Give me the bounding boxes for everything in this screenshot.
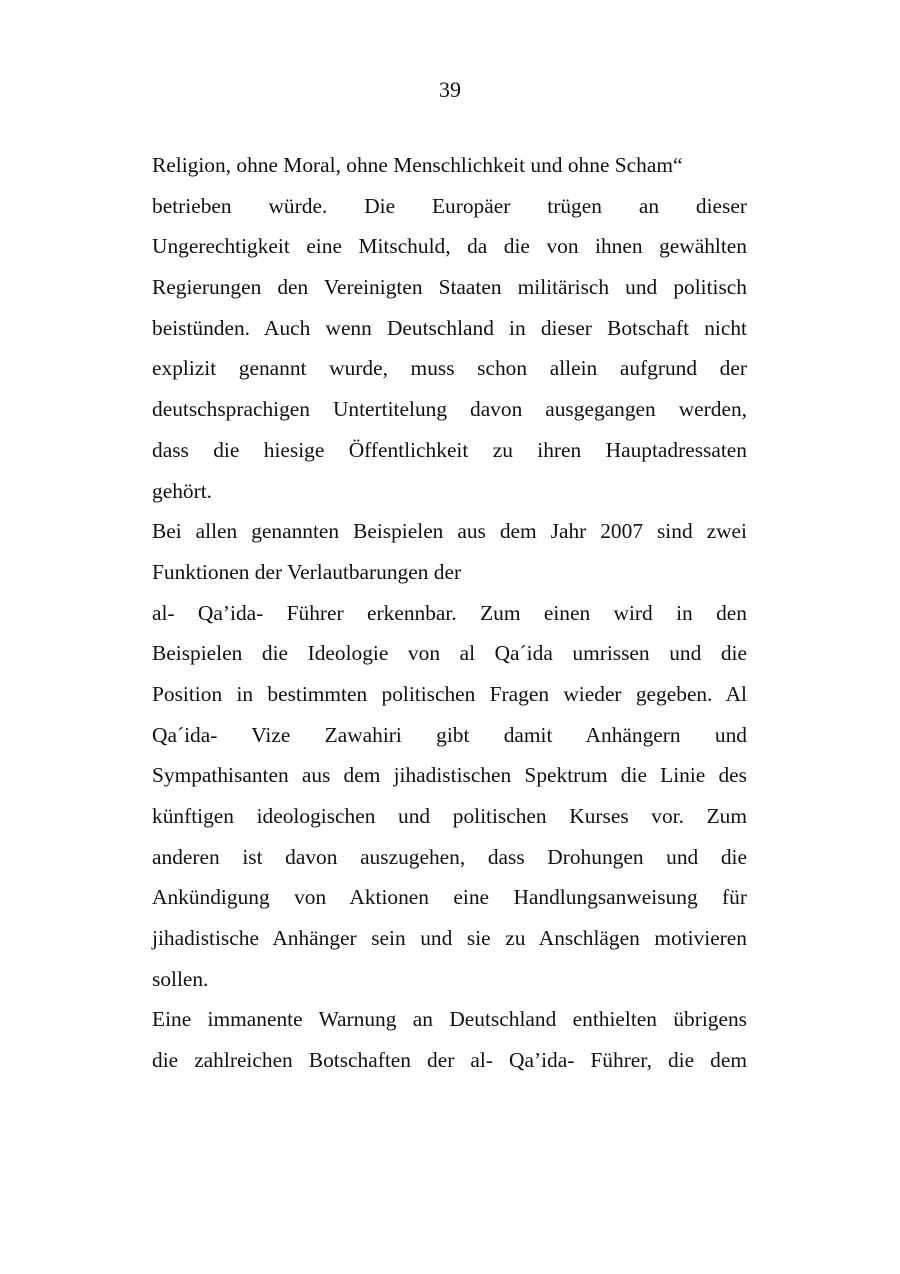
text-line: Bei allen genannten Beispielen aus dem Jahr 2007 sind zwei [152, 519, 747, 544]
text-line: anderen ist davon auszugehen, dass Drohungen und die [152, 844, 747, 869]
text-line: al- Qa’ida- Führer erkennbar. Zum einen wird in den [152, 600, 747, 625]
text-line: Position in bestimmten politischen Fragen wieder gegeben. Al [152, 681, 747, 706]
text-line: Ungerechtigkeit eine Mitschuld, da die von ihnen gewählten [152, 234, 747, 259]
text-line: Beispielen die Ideologie von al Qa´ida umrissen und die [152, 641, 747, 666]
text-line: Eine immanente Warnung an Deutschland enthielten übrigens [152, 1007, 747, 1032]
text-line: gehört. [152, 478, 212, 503]
text-line: Ankündigung von Aktionen eine Handlungsanweisung für [152, 885, 747, 910]
text-line: künftigen ideologischen und politischen Kurses vor. Zum [152, 804, 747, 828]
text-line: Regierungen den Vereinigten Staaten militärisch und politisch [152, 275, 747, 300]
text-line: Qa´ida- Vize Zawahiri gibt damit Anhängern und [152, 722, 747, 747]
text-line: beistünden. Auch wenn Deutschland in dieser Botschaft nicht [152, 315, 747, 340]
text-line: deutschsprachigen Untertitelung davon ausgegangen werden, [152, 397, 747, 422]
text-line: jihadistische Anhänger sein und sie zu Anschlägen motivieren [152, 926, 747, 951]
text-line: Sympathisanten aus dem jihadistischen Spektrum die Linie des [152, 763, 747, 788]
page-number: 39 [439, 77, 461, 102]
body-text [152, 145, 747, 1081]
text-line: explizit genannt wurde, muss schon allein aufgrund der [152, 356, 747, 381]
text-line: die zahlreichen Botschaften der al- Qa’ida- Führer, die dem [152, 1048, 747, 1073]
text-line: Religion, ohne Moral, ohne Menschlichkeit und ohne Scham“ [152, 153, 683, 177]
text-line: sollen. [152, 966, 209, 991]
text-line: betrieben würde. Die Europäer trügen an dieser [152, 193, 747, 218]
text-line: dass die hiesige Öffentlichkeit zu ihren Hauptadressaten [152, 437, 747, 462]
text-line: Funktionen der Verlautbarungen der [152, 559, 462, 584]
